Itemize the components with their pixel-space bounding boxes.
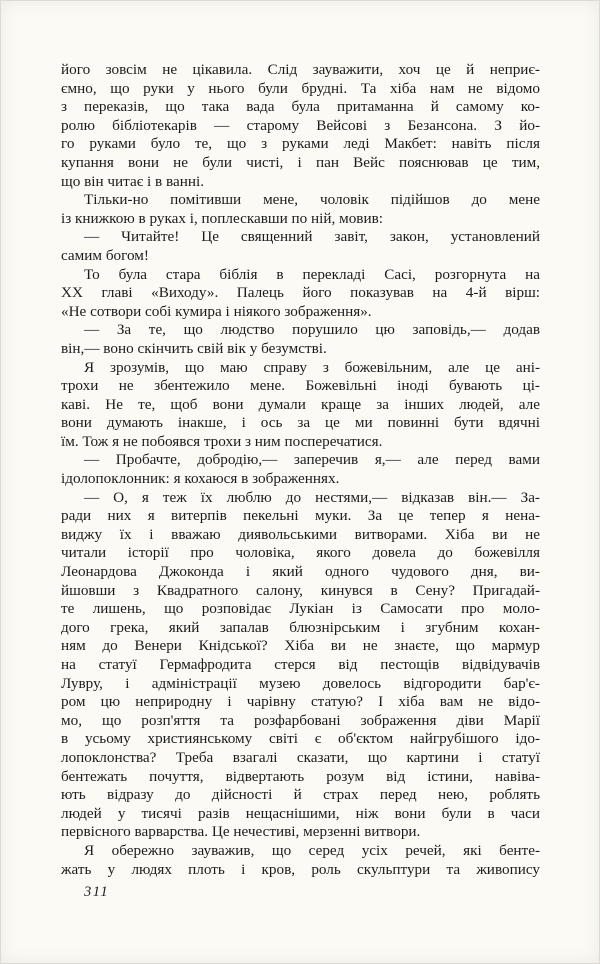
text-line: дого грека, який запалав блюзнірським і згубним кохан- xyxy=(61,618,540,636)
text-line: він,— воно скінчить свій вік у безумстві. xyxy=(61,339,327,357)
text-line: із книжкою в руках і, поплескавши по ній, мовив: xyxy=(61,209,383,227)
text-line: Лувру, і адміністрації музею довелось відгородити бар'є- xyxy=(61,674,540,692)
text-line: го руками було те, що з руками леді Макбет: навіть після xyxy=(61,135,540,153)
text-line: мо, що розп'яття та розфарбовані зображення діви Марії xyxy=(61,711,540,729)
text-line: в усьому християнському світі є об'єктом найгрубішого ідо- xyxy=(61,730,540,748)
text-line: вони думають інакше, і ось за це ми повинні бути вдячні xyxy=(61,414,540,432)
text-line: каві. Не те, щоб вони думали краще за інших людей, але xyxy=(61,395,540,413)
text-line: первісного варварства. Це нечестиві, мерзенні витвори. xyxy=(61,823,421,841)
text-line: їм. Тож я не побоявся трохи з ним посперечатися. xyxy=(61,432,383,450)
text-line: купання вони не були чисті, і пан Вейс пояснював це тим, xyxy=(61,153,540,171)
text-line: самим богом! xyxy=(61,246,149,264)
text-line: його зовсім не цікавила. Слід зауважити, хоч це й неприє- xyxy=(61,61,540,78)
text-line: людей у тисячі разів нещаснішими, ніж вони були в часи xyxy=(61,804,540,822)
text-line: бентежать почуття, відвертають розум від істини, навіва- xyxy=(61,767,540,785)
text-line: — За те, що людство порушило цю заповідь,— додав xyxy=(84,321,540,339)
text-line: ради них я витерпів пекельні муки. За це тепер я нена- xyxy=(61,507,540,525)
text-line: трохи не збентежило мене. Божевільні іноді бувають ці- xyxy=(61,377,540,395)
text-line: ням до Венери Кнідської? Хіба ви не знаєте, що мармур xyxy=(61,637,540,655)
text-line: «Не сотвори собі кумира і ніякого зображення». xyxy=(61,302,372,320)
text-line: ють відразу до дійсності й страх перед нею, роблять xyxy=(61,786,540,804)
text-line: Я зрозумів, що маю справу з божевільним, але це ані- xyxy=(84,358,540,376)
text-line: виджу їх і вважаю диявольськими витворами. Хіба ви не xyxy=(61,525,540,543)
text-line: що він читає і в ванні. xyxy=(61,172,205,190)
text-line: ідолопоклонник: я кохаюся в зображеннях. xyxy=(61,470,340,488)
text-line: — Пробачте, добродію,— заперечив я,— але перед вами xyxy=(84,451,540,469)
text-line: — О, я теж їх люблю до нестями,— відказав він.— За- xyxy=(84,488,540,506)
text-line: — Читайте! Це священний завіт, закон, установлений xyxy=(84,228,540,246)
text-line: Леонардова Джоконда і який одного чудового дня, ви- xyxy=(61,563,540,581)
page-text xyxy=(61,61,540,879)
text-line: з переказів, що така вада була притаманна й самому ко- xyxy=(61,98,540,116)
text-line: на статуї Гермафродита стерся від пестощів відвідувачів xyxy=(61,656,540,673)
text-line: То була стара біблія в перекладі Сасі, розгорнута на xyxy=(84,265,540,283)
text-line: лопоклонства? Треба взагалі сказати, що картини і статуї xyxy=(61,748,540,766)
text-line: Тільки-но помітивши мене, чоловік підійшов до мене xyxy=(84,191,540,209)
text-line: жать у людях плоть і кров, роль скульптури та живопису xyxy=(61,860,540,878)
page-number: 311 xyxy=(84,884,110,900)
text-line: Я обережно зауважив, що серед усіх речей, які бенте- xyxy=(84,841,540,859)
text-line: ємно, що руки у нього були брудні. Та хіба нам не відомо xyxy=(61,79,540,97)
text-line: йшовши з Квадратного салону, кинувся в Сену? Пригадай- xyxy=(61,581,540,599)
text-line: ром цю неприродну і чарівну статую? І хіба вам не відо- xyxy=(61,693,540,711)
text-line: читали історії про чоловіка, якого довела до божевілля xyxy=(61,544,540,562)
text-line: те лишень, що розповідає Лукіан із Самосати про моло- xyxy=(61,600,540,618)
text-line: XX главі «Виходу». Палець його показував на 4-й вірш: xyxy=(61,284,540,302)
text-line: ролю бібліотекарів — старому Вейсові з Безансона. З йо- xyxy=(61,116,540,134)
